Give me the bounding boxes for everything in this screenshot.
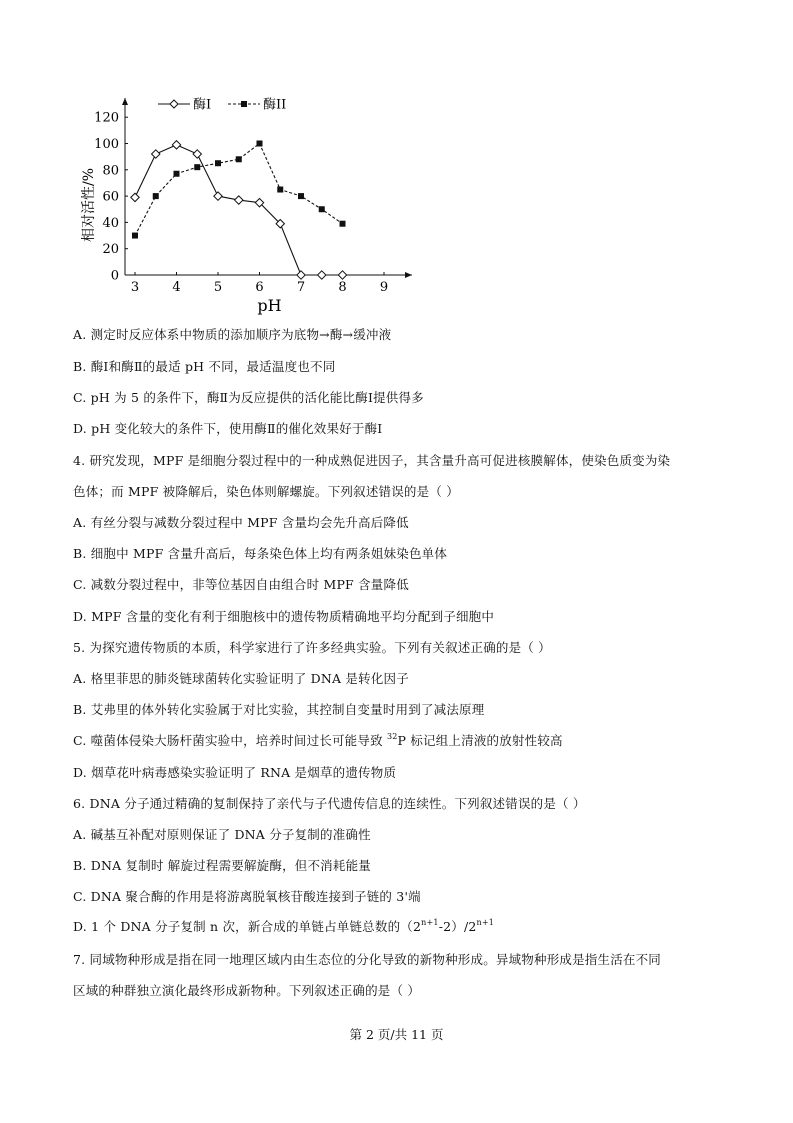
data-point-enzyme-2 [194, 164, 200, 170]
enzyme-activity-chart [78, 88, 418, 323]
q6-stem: 6. DNA 分子通过精确的复制保持了亲代与子代遗传信息的连续性。下列叙述错误的是（ ） [73, 796, 586, 811]
x-tick-label: 8 [338, 280, 347, 295]
x-axis-label: pH [257, 296, 282, 315]
data-point-enzyme-1 [214, 192, 222, 200]
q7-stem-line1: 7. 同域物种形成是指在同一地理区域内由生态位的分化导致的新物种形成。异域物种形成是指生活在不同 [73, 952, 662, 967]
q3-option-b: B. 酶Ⅰ和酶Ⅱ的最适 pH 不同，最适温度也不同 [73, 359, 336, 374]
x-tick-label: 6 [255, 280, 264, 295]
data-point-enzyme-1 [152, 150, 160, 158]
q4-option-b: B. 细胞中 MPF 含量升高后，每条染色体上均有两条姐妹染色单体 [73, 546, 448, 561]
q3-option-a: A. 测定时反应体系中物质的添加顺序为底物→酶→缓冲液 [73, 327, 392, 342]
y-tick-label: 100 [94, 137, 119, 152]
x-tick-label: 3 [130, 280, 140, 295]
data-point-enzyme-2 [257, 141, 263, 147]
legend-label-enzyme-1: 酶I [193, 97, 212, 113]
q5-option-a: A. 格里菲思的肺炎链球菌转化实验证明了 DNA 是转化因子 [73, 671, 409, 686]
data-point-enzyme-2 [319, 206, 325, 212]
data-point-enzyme-1 [235, 196, 243, 204]
y-tick-label: 20 [102, 242, 119, 258]
data-point-enzyme-2 [215, 160, 221, 166]
legend-marker-enzyme-1 [170, 100, 178, 108]
x-tick-label: 4 [172, 280, 181, 295]
legend-label-enzyme-2: 酶II [263, 97, 287, 113]
q3-option-c: C. pH 为 5 的条件下，酶Ⅱ为反应提供的活化能比酶Ⅰ提供得多 [73, 390, 424, 405]
data-point-enzyme-2 [277, 187, 283, 193]
q6-option-b: B. DNA 复制时 解旋过程需要解旋酶，但不消耗能量 [73, 858, 371, 873]
y-tick-label: 60 [102, 189, 119, 205]
data-point-enzyme-2 [298, 193, 304, 199]
y-tick-label: 0 [110, 268, 119, 284]
data-point-enzyme-1 [318, 271, 326, 279]
y-tick-label: 120 [94, 110, 119, 126]
q7-stem-line2: 区域的种群独立演化最终形成新物种。下列叙述正确的是（ ） [73, 983, 421, 998]
q4-option-d: D. MPF 含量的变化有利于细胞核中的遗传物质精确地平均分配到子细胞中 [73, 609, 495, 624]
q6-option-d: D. 1 个 DNA 分子复制 n 次，新合成的单链占单链总数的$(2^{n+1}-2)/2^{n+1}$ [73, 918, 495, 934]
x-tick-label: 7 [296, 280, 306, 295]
q4-option-a: A. 有丝分裂与减数分裂过程中 MPF 含量均会先升高后降低 [73, 515, 409, 530]
page-footer: 第 2 页/共 11 页 [349, 1027, 444, 1042]
q5-stem: 5. 为探究遗传物质的本质，科学家进行了许多经典实验。下列有关叙述正确的是（ ） [73, 640, 551, 655]
q5-option-d: D. 烟草花叶病毒感染实验证明了 RNA 是烟草的遗传物质 [73, 765, 397, 780]
data-point-enzyme-1 [338, 271, 346, 279]
y-tick-label: 40 [102, 215, 119, 231]
q5-option-c: C. 噬菌体侵染大肠杆菌实验中，培养时间过长可能导致 $^{32}$P 标记组上清液的放射性较高 [73, 732, 563, 748]
q5-option-b: B. 艾弗里的体外转化实验属于对比实验，其控制自变量时用到了减法原理 [73, 702, 485, 717]
y-axis-label: 相对活性/% [81, 167, 97, 243]
q6-option-a: A. 碱基互补配对原则保证了 DNA 分子复制的准确性 [73, 827, 371, 842]
data-point-enzyme-1 [172, 141, 180, 149]
data-point-enzyme-2 [340, 221, 346, 227]
y-tick-label: 80 [102, 163, 119, 179]
data-point-enzyme-2 [174, 171, 180, 177]
x-axis-arrow [405, 272, 412, 278]
x-tick-label: 5 [213, 280, 223, 295]
x-tick-label: 9 [379, 280, 389, 295]
q6-option-c: C. DNA 聚合酶的作用是将游离脱氧核苷酸连接到子链的 3'端 [73, 889, 421, 904]
data-point-enzyme-1 [297, 271, 305, 279]
data-point-enzyme-2 [153, 193, 159, 199]
q4-stem-line1: 4. 研究发现，MPF 是细胞分裂过程中的一种成熟促进因子，其含量升高可促进核膜解体，使染色质变为染 [73, 453, 671, 468]
data-point-enzyme-2 [132, 233, 138, 239]
data-point-enzyme-1 [131, 193, 139, 201]
q4-stem-line2: 色体；而 MPF 被降解后，染色体则解螺旋。下列叙述错误的是（ ） [73, 484, 459, 499]
data-point-enzyme-2 [236, 156, 242, 162]
q3-option-d: D. pH 变化较大的条件下，使用酶Ⅱ的催化效果好于酶Ⅰ [73, 421, 383, 436]
y-axis-arrow [122, 98, 128, 105]
q4-option-c: C. 减数分裂过程中，非等位基因自由组合时 MPF 含量降低 [73, 577, 409, 592]
data-point-enzyme-1 [193, 150, 201, 158]
legend-marker-enzyme-2 [241, 101, 247, 107]
series-line-enzyme-1 [135, 145, 343, 275]
